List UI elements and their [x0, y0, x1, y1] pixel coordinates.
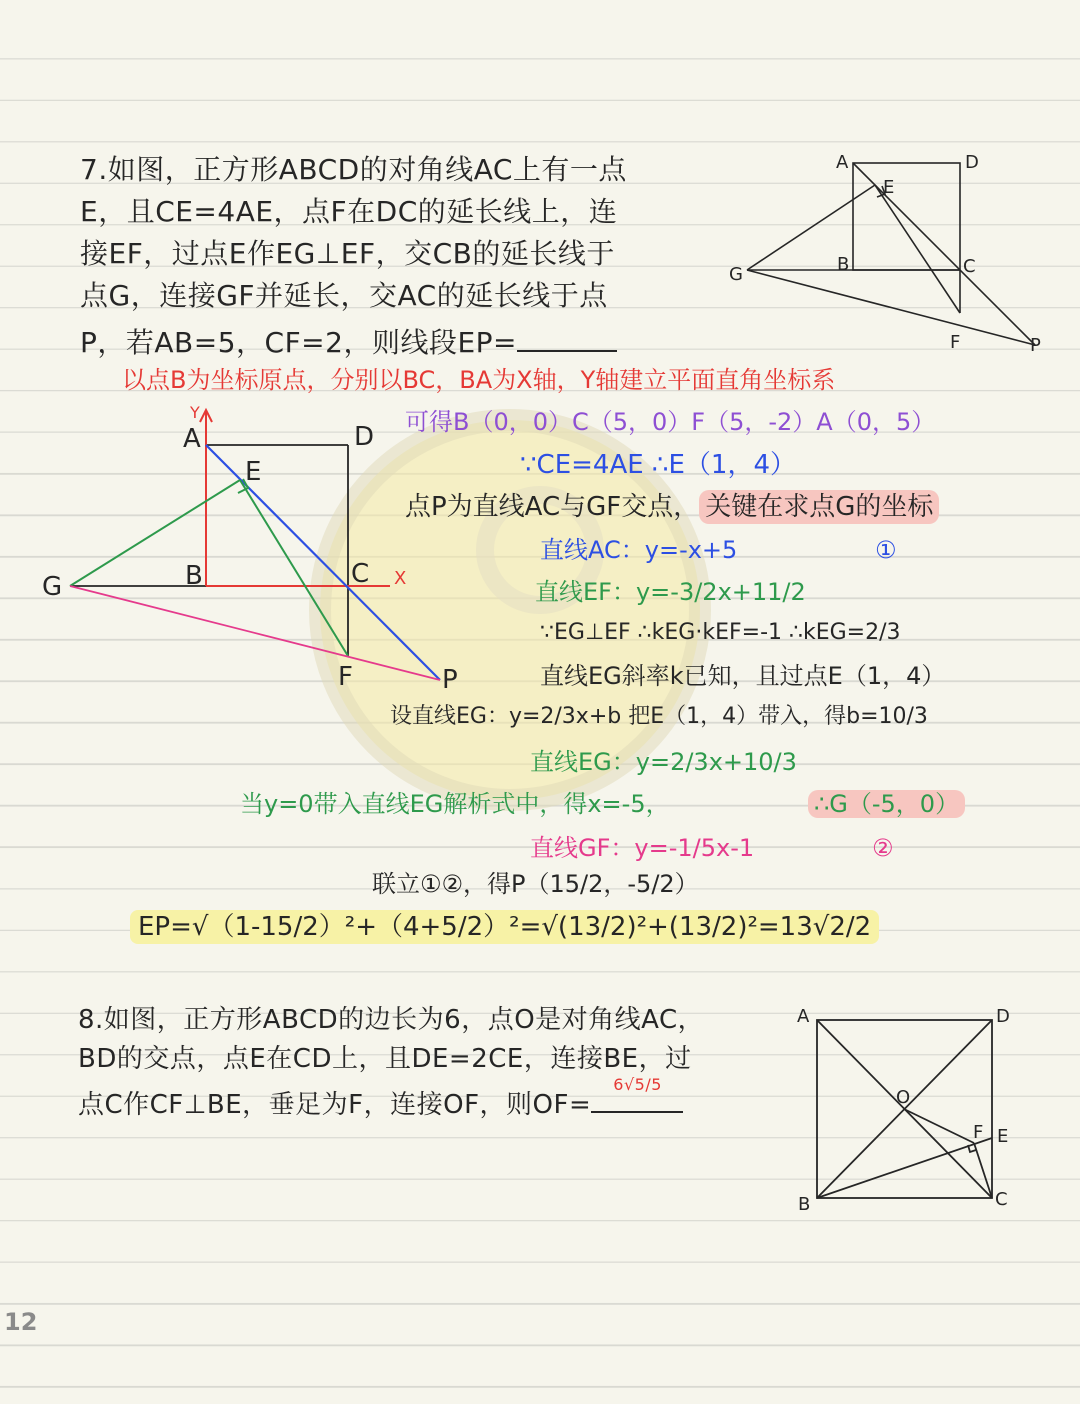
p8-label-b: B	[798, 1194, 811, 1215]
page-number: 12	[4, 1308, 38, 1336]
problem7-line-4: 点G，连接GF并延长，交AC的延长线于点	[80, 279, 608, 312]
line-ef	[240, 480, 348, 656]
label-c: C	[963, 256, 976, 277]
sol-label-e: E	[245, 457, 262, 487]
sol-label-c: C	[351, 559, 370, 589]
solution-setup: 以点B为坐标原点，分别以BC，BA为X轴，Y轴建立平面直角坐标系	[122, 366, 836, 394]
segment-of	[904, 1109, 974, 1143]
problem8-line-2: BD的交点，点E在CD上，且DE=2CE，连接BE，过	[78, 1044, 692, 1074]
problem8-answer: 6√5/5	[613, 1075, 662, 1094]
problem7-line-2: E，且CE=4AE，点F在DC的延长线上，连	[80, 195, 618, 228]
label-g: G	[729, 264, 743, 285]
label-p: P	[1030, 335, 1041, 356]
ep-result-line: EP=√（1-15/2）²+（4+5/2）²=√(13/2)²+(13/2)²=13√2/2	[130, 910, 879, 944]
sol-label-g: G	[42, 572, 63, 602]
p8-label-f: F	[973, 1122, 984, 1143]
problem7-line-3: 接EF，过点E作EG⊥EF，交CB的延长线于	[80, 237, 615, 270]
set-eg-line: 设直线EG：y=2/3x+b 把E（1，4）带入，得b=10/3	[390, 704, 928, 729]
sol-label-f: F	[338, 662, 353, 692]
mark-2: ②	[872, 834, 894, 862]
problem7-line-5-text: P，若AB=5，CF=2，则线段EP=	[80, 326, 517, 359]
segment-ef	[875, 185, 960, 313]
answer-blank	[517, 324, 617, 352]
line-ac-eq: 直线AC：y=-x+5	[540, 536, 738, 564]
diagonal-ac	[853, 163, 1035, 345]
solve-p-line: 联立①②，得P（15/2，-5/2）	[372, 870, 699, 898]
key-idea-highlight: 关键在求点G的坐标	[699, 490, 939, 524]
segment-be	[817, 1138, 992, 1198]
sol-label-a: A	[183, 424, 201, 454]
label-a: A	[836, 152, 849, 173]
p8-label-c: C	[995, 1189, 1008, 1210]
problem8-line-3-text: 点C作CF⊥BE，垂足为F，连接OF，则OF=	[78, 1090, 592, 1120]
problem8-diagram	[790, 1000, 1030, 1220]
problem7-line-5	[80, 324, 617, 357]
problem8-line-3	[78, 1075, 683, 1120]
label-e: E	[883, 177, 895, 198]
line-gf-eq: 直线GF：y=-1/5x-1	[530, 834, 755, 862]
p8-label-d: D	[996, 1006, 1010, 1027]
key-idea-prefix: 点P为直线AC与GF交点，	[405, 492, 700, 522]
sol-label-y: Y	[190, 403, 200, 422]
label-f: F	[950, 332, 961, 353]
g-point: ∴G（-5，0）	[808, 790, 965, 818]
slope-known-line: 直线EG斜率k已知，且过点E（1，4）	[540, 662, 946, 690]
problem7-diagram	[725, 148, 1055, 363]
p8-label-o: O	[896, 1087, 911, 1108]
problem8-answer-blank	[591, 1075, 683, 1113]
segment-ge	[747, 185, 875, 270]
segment-gp	[747, 270, 1035, 345]
sol-label-b: B	[185, 561, 203, 591]
p8-label-e: E	[997, 1126, 1009, 1147]
key-idea-line	[405, 494, 939, 520]
line-gp	[70, 586, 440, 680]
line-eg-eq: 直线EG：y=2/3x+10/3	[530, 748, 797, 776]
problem8-line-1: 8.如图，正方形ABCD的边长为6，点O是对角线AC，	[78, 1005, 705, 1035]
label-d: D	[965, 152, 979, 173]
coords-line: 可得B（0，0）C（5，0）F（5，-2）A（0，5）	[405, 408, 936, 436]
problem7-line-1: 7.如图，正方形ABCD的对角线AC上有一点	[80, 153, 627, 186]
line-ef-eq: 直线EF：y=-3/2x+11/2	[535, 578, 806, 606]
sol-label-d: D	[354, 422, 375, 452]
label-b: B	[837, 254, 850, 275]
p8-label-a: A	[797, 1006, 810, 1027]
mark-1: ①	[875, 536, 897, 564]
e-point-line: ∵CE=4AE ∴E（1，4）	[520, 450, 796, 480]
solution-diagram	[40, 400, 480, 700]
sub-y0-line: 当y=0带入直线EG解析式中，得x=-5，	[240, 790, 670, 818]
perp-line: ∵EG⊥EF ∴kEG·kEF=-1 ∴kEG=2/3	[540, 620, 901, 645]
line-ge	[70, 480, 240, 586]
sol-label-p: P	[442, 665, 458, 695]
sol-label-x: X	[394, 568, 407, 589]
